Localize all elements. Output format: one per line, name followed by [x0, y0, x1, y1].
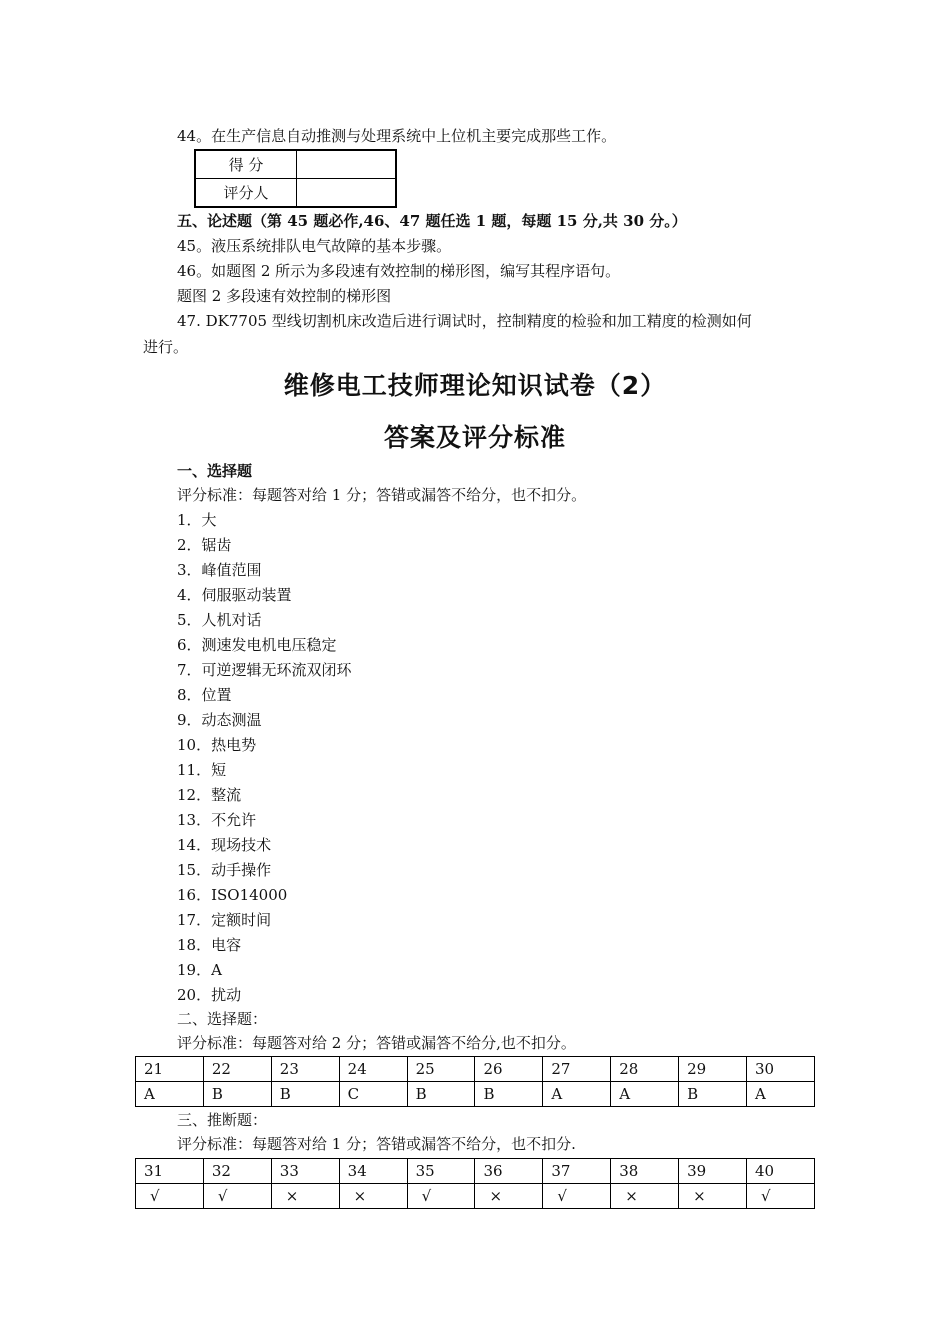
grader-value: [297, 179, 397, 208]
table-row: [136, 1082, 815, 1107]
table-cell: ×: [679, 1184, 747, 1209]
table-row: [136, 1057, 815, 1082]
score-value: [297, 150, 397, 179]
part-2-heading: 二、选择题：: [177, 1010, 268, 1028]
answer-item: 2．锯齿: [177, 536, 232, 554]
part-3-heading: 三、推断题：: [177, 1111, 268, 1129]
table-cell: 35: [407, 1159, 475, 1184]
answer-item: 16．ISO14000: [177, 886, 288, 904]
table-cell: √: [136, 1184, 204, 1209]
answer-item: 15．动手操作: [177, 861, 272, 879]
table-cell: B: [475, 1082, 543, 1107]
table-cell: 36: [475, 1159, 543, 1184]
answer-item: 12．整流: [177, 786, 242, 804]
table-cell: C: [339, 1082, 407, 1107]
table-cell: √: [747, 1184, 815, 1209]
part-3-answer-table: [135, 1158, 815, 1209]
table-cell: 38: [611, 1159, 679, 1184]
table-cell: 39: [679, 1159, 747, 1184]
table-cell: ×: [475, 1184, 543, 1209]
part-3-criteria: 评分标准：每题答对给 1 分；答错或漏答不给分，也不扣分.: [177, 1135, 576, 1153]
part-1-criteria: 评分标准：每题答对给 1 分；答错或漏答不给分，也不扣分。: [177, 486, 587, 504]
table-cell: B: [203, 1082, 271, 1107]
answer-item: 17．定额时间: [177, 911, 272, 929]
table-cell: √: [543, 1184, 611, 1209]
answer-item: 19．A: [177, 961, 222, 979]
table-row: [136, 1159, 815, 1184]
table-cell: 37: [543, 1159, 611, 1184]
table-cell: √: [203, 1184, 271, 1209]
table-cell: 28: [611, 1057, 679, 1082]
question-47: 47. DK7705 型线切割机床改造后进行调试时，控制精度的检验和加工精度的检测如何: [177, 312, 752, 330]
table-cell: 23: [271, 1057, 339, 1082]
table-cell: ×: [271, 1184, 339, 1209]
table-row: [136, 1184, 815, 1209]
table-cell: 26: [475, 1057, 543, 1082]
table-cell: 29: [679, 1057, 747, 1082]
question-47-continued: 进行。: [143, 338, 189, 356]
table-cell: 32: [203, 1159, 271, 1184]
table-cell: 24: [339, 1057, 407, 1082]
table-cell: B: [407, 1082, 475, 1107]
answer-item: 10．热电势: [177, 736, 257, 754]
table-cell: 27: [543, 1057, 611, 1082]
part-2-criteria: 评分标准：每题答对给 2 分；答错或漏答不给分,也不扣分。: [177, 1034, 576, 1052]
table-cell: B: [271, 1082, 339, 1107]
answer-item: 18．电容: [177, 936, 242, 954]
table-cell: 40: [747, 1159, 815, 1184]
answer-item: 8．位置: [177, 686, 232, 704]
answer-item: 14．现场技术: [177, 836, 272, 854]
table-cell: 25: [407, 1057, 475, 1082]
answer-item: 6．测速发电机电压稳定: [177, 636, 337, 654]
question-45: 45。液压系统排队电气故障的基本步骤。: [177, 237, 452, 255]
section-5-heading: 五、论述题（第 45 题必作,46、47 题任选 1 题，每题 15 分,共 30 分。）: [177, 212, 687, 230]
table-cell: ×: [611, 1184, 679, 1209]
answer-item: 11．短: [177, 761, 227, 779]
question-46: 46。如题图 2 所示为多段速有效控制的梯形图，编写其程序语句。: [177, 262, 621, 280]
score-label: 得 分: [195, 150, 297, 179]
table-cell: A: [136, 1082, 204, 1107]
answer-item: 9．动态测温: [177, 711, 262, 729]
answer-item: 1．大: [177, 511, 217, 529]
part-1-heading: 一、选择题: [177, 462, 253, 480]
document-title: 维修电工技师理论知识试卷（2）: [283, 371, 667, 400]
table-cell: 21: [136, 1057, 204, 1082]
answer-item: 4．伺服驱动装置: [177, 586, 292, 604]
score-table: [194, 149, 397, 208]
table-cell: 30: [747, 1057, 815, 1082]
grader-label: 评分人: [195, 179, 297, 208]
table-cell: A: [747, 1082, 815, 1107]
answer-item: 5．人机对话: [177, 611, 262, 629]
table-cell: 34: [339, 1159, 407, 1184]
figure-2-caption: 题图 2 多段速有效控制的梯形图: [177, 287, 392, 305]
part-2-answer-table: [135, 1056, 815, 1107]
answer-item: 3．峰值范围: [177, 561, 262, 579]
table-cell: √: [407, 1184, 475, 1209]
answer-item: 20．扰动: [177, 986, 242, 1004]
answer-item: 7．可逆逻辑无环流双闭环: [177, 661, 352, 679]
table-cell: ×: [339, 1184, 407, 1209]
table-cell: B: [679, 1082, 747, 1107]
table-cell: 22: [203, 1057, 271, 1082]
question-44: 44。在生产信息自动推测与处理系统中上位机主要完成那些工作。: [177, 127, 617, 145]
table-cell: 31: [136, 1159, 204, 1184]
document-subtitle: 答案及评分标准: [383, 423, 566, 452]
answer-item: 13．不允许: [177, 811, 257, 829]
table-cell: A: [611, 1082, 679, 1107]
table-cell: A: [543, 1082, 611, 1107]
table-cell: 33: [271, 1159, 339, 1184]
